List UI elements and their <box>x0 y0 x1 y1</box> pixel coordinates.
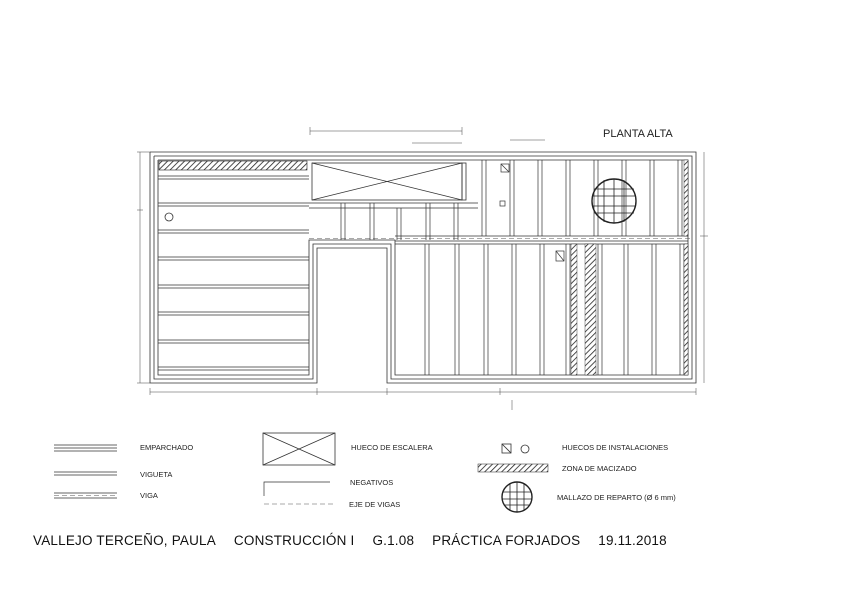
group-code: G.1.08 <box>372 533 415 548</box>
legend-stair-symbol <box>263 433 335 465</box>
main-beam <box>309 203 688 244</box>
macizado-zone-top <box>684 160 688 236</box>
legend-vigueta-symbol <box>54 472 117 475</box>
legend-macizado-symbol <box>478 464 548 472</box>
legend-installation-symbol <box>502 444 529 453</box>
legend-viga-label: VIGA <box>140 491 158 500</box>
macizado-zone-1 <box>571 244 577 375</box>
mesh-circle-plan <box>592 179 636 223</box>
installation-hole-round <box>165 213 173 221</box>
exercise-name: PRÁCTICA FORJADOS <box>432 533 581 548</box>
legend-macizado-label: ZONA DE MACIZADO <box>562 464 637 473</box>
legend-installation-label: HUECOS DE INSTALACIONES <box>562 443 669 452</box>
right-lower-joists <box>425 244 684 375</box>
author-name: VALLEJO TERCEÑO, PAULA <box>33 533 216 548</box>
title-block <box>33 533 681 548</box>
middle-joists <box>341 203 458 240</box>
left-joists <box>158 176 309 370</box>
legend-emparchado-symbol <box>54 445 117 451</box>
legend-axis-label: EJE DE VIGAS <box>349 500 401 509</box>
right-upper-joists <box>482 160 682 236</box>
course-name: CONSTRUCCIÓN I <box>233 533 355 548</box>
macizado-zone-2 <box>585 244 596 375</box>
legend-vigueta-label: VIGUETA <box>140 470 173 479</box>
legend-negativos-label: NEGATIVOS <box>350 478 394 487</box>
stair-hole <box>312 163 466 200</box>
emparchado-band <box>159 161 307 170</box>
plan-title: PLANTA ALTA <box>603 128 673 140</box>
legend-mesh-label: MALLAZO DE REPARTO (Ø 6 mm) <box>557 493 676 502</box>
installation-holes <box>500 164 564 261</box>
legend-negativos-symbol <box>264 482 330 496</box>
legend-emparchado-label: EMPARCHADO <box>140 443 194 452</box>
legend-stair-label: HUECO DE ESCALERA <box>351 443 433 452</box>
drawing-date: 19.11.2018 <box>598 533 667 548</box>
macizado-zone-3 <box>684 244 688 375</box>
legend-mesh-symbol <box>502 482 532 512</box>
